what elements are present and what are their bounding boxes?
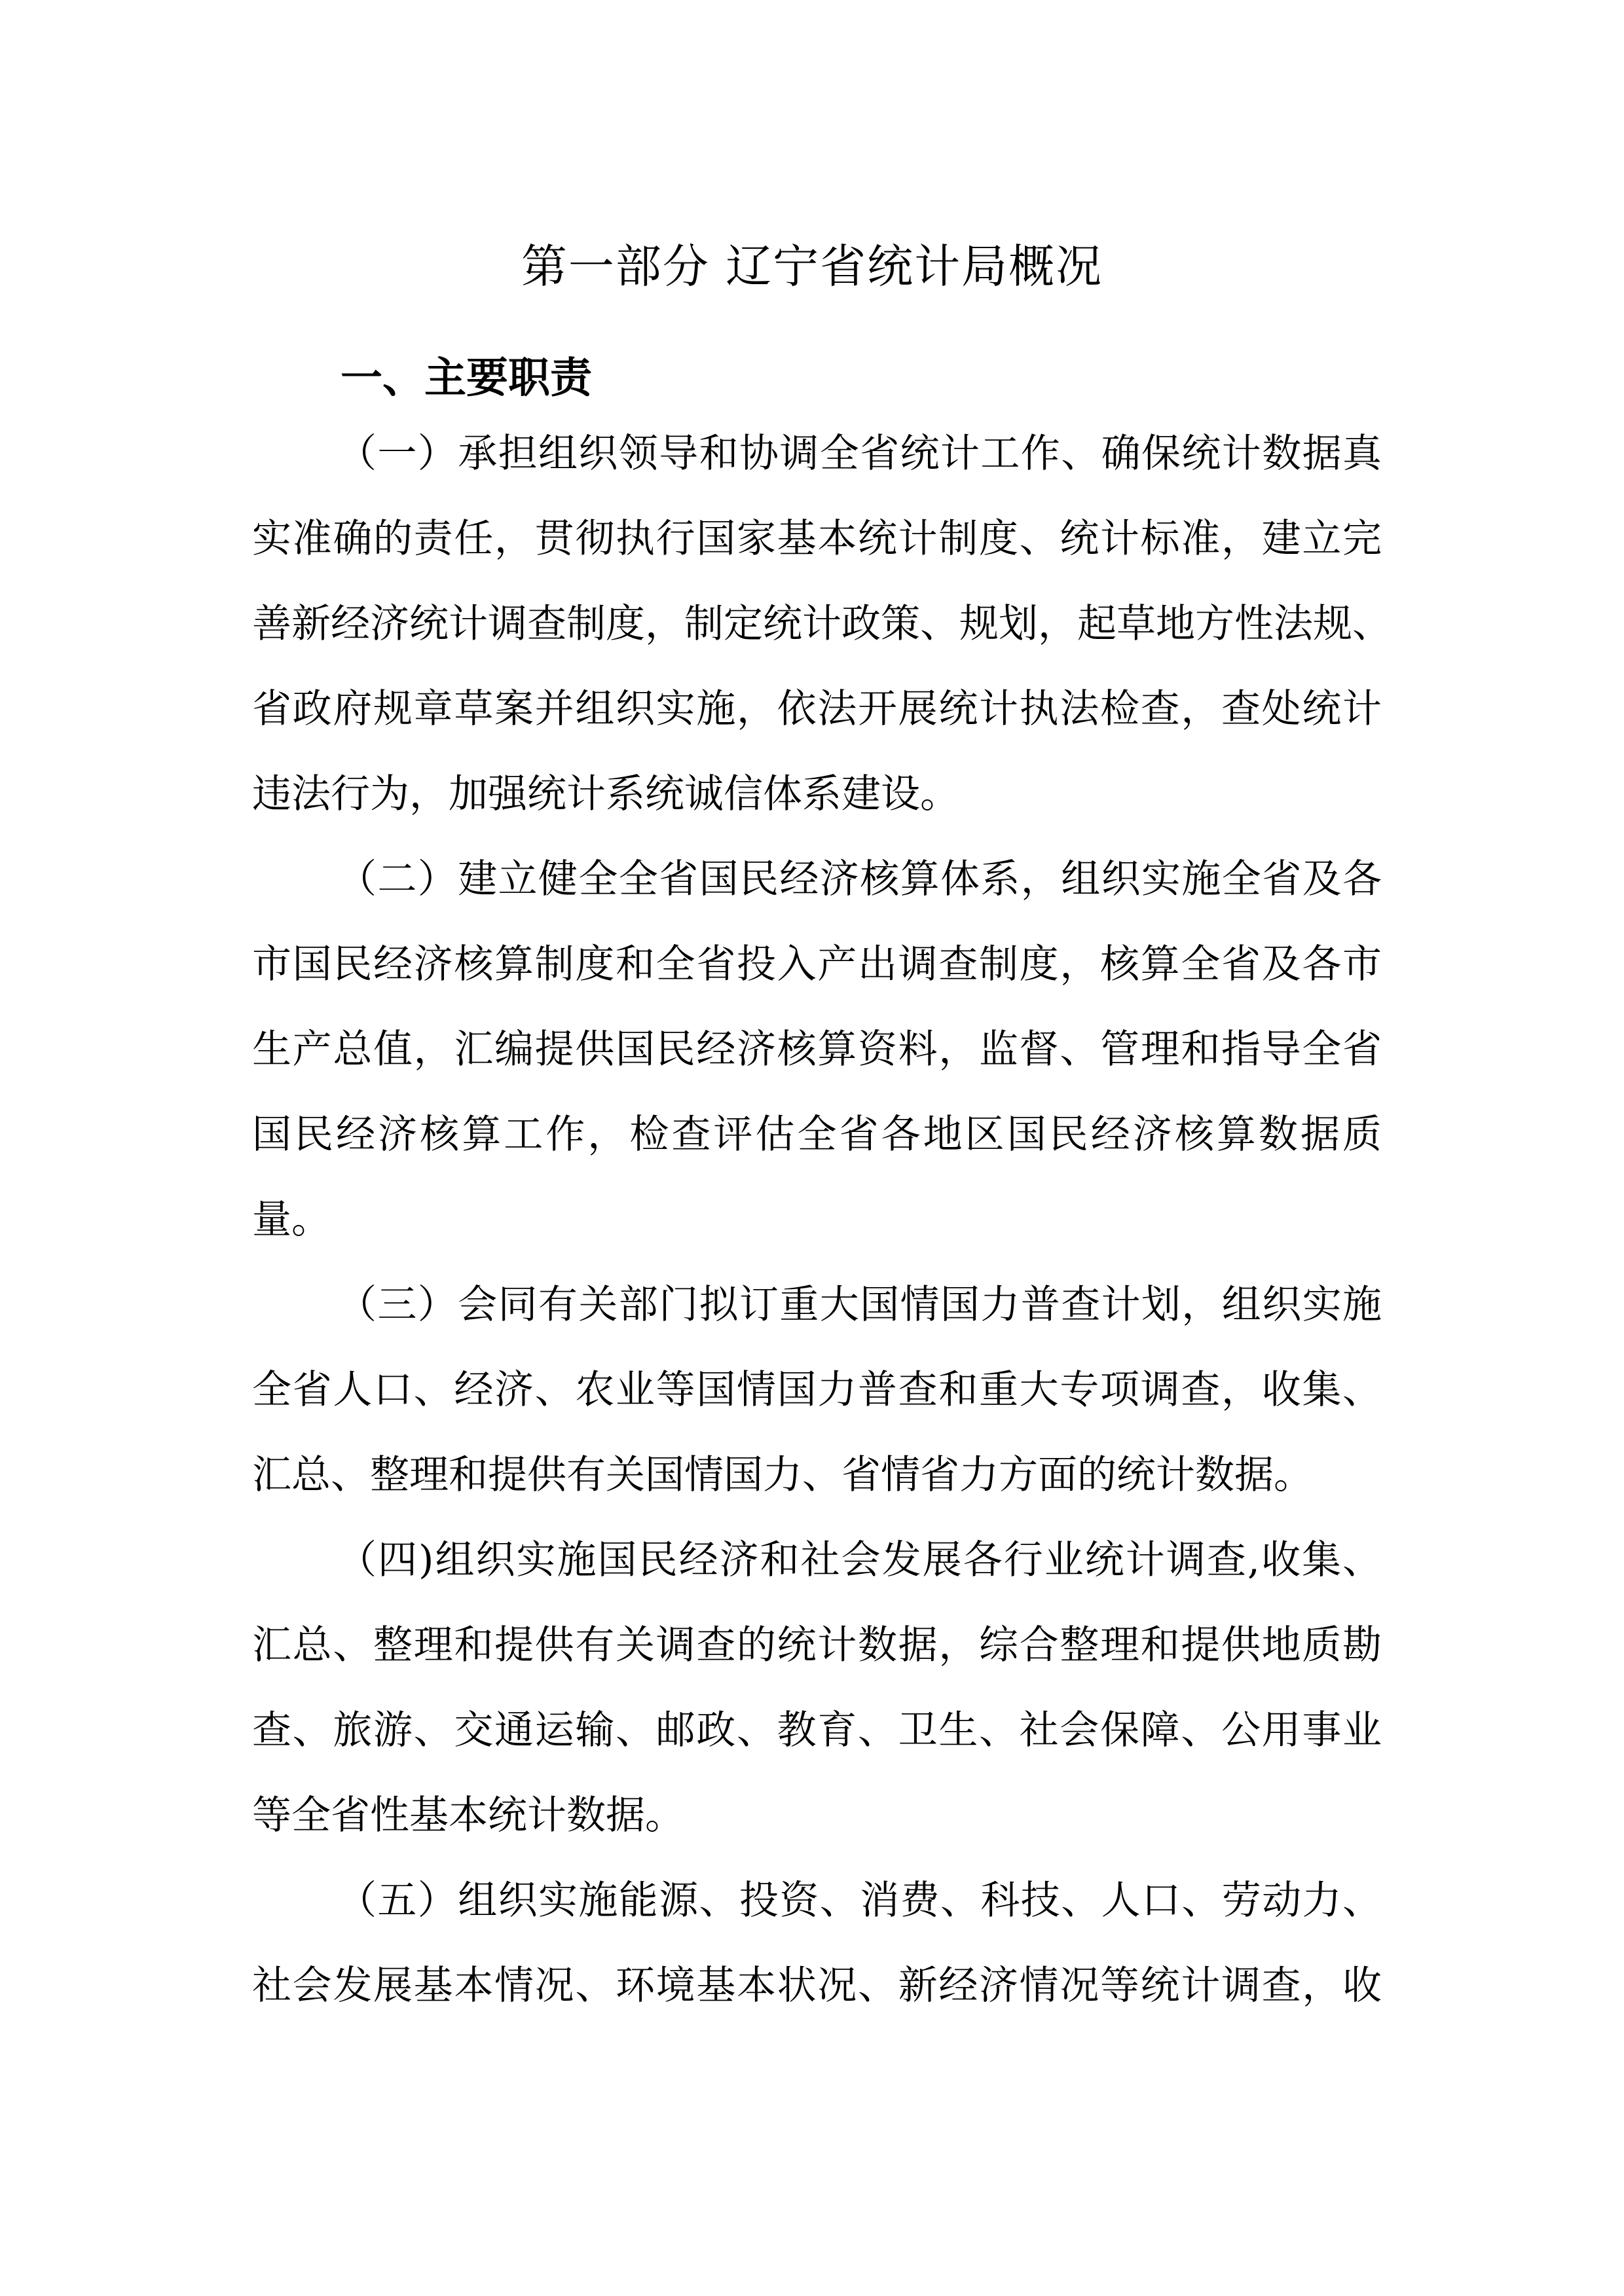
paragraph-line: （一）承担组织领导和协调全省统计工作、确保统计数据真 bbox=[337, 431, 1382, 477]
document-title: 第一部分 辽宁省统计局概况 bbox=[521, 240, 1103, 293]
paragraph-line: 社会发展基本情况、环境基本状况、新经济情况等统计调查，收 bbox=[252, 1963, 1382, 2009]
paragraph-line: （五）组织实施能源、投资、消费、科技、人口、劳动力、 bbox=[337, 1878, 1382, 1923]
paragraph-line: 汇总、整理和提供有关国情国力、省情省力方面的统计数据。 bbox=[252, 1452, 1313, 1498]
paragraph-line: 查、旅游、交通运输、邮政、教育、卫生、社会保障、公用事业 bbox=[252, 1707, 1382, 1753]
paragraph-line: 生产总值，汇编提供国民经济核算资料，监督、管理和指导全省 bbox=[252, 1027, 1382, 1072]
paragraph-line: 汇总、整理和提供有关调查的统计数据，综合整理和提供地质勘 bbox=[252, 1622, 1382, 1668]
paragraph-line: 善新经济统计调查制度，制定统计政策、规划，起草地方性法规、 bbox=[252, 601, 1392, 647]
paragraph-line: （三）会同有关部门拟订重大国情国力普查计划，组织实施 bbox=[337, 1282, 1382, 1328]
paragraph-line: 量。 bbox=[252, 1197, 331, 1243]
paragraph-line: （四)组织实施国民经济和社会发展各行业统计调查,收集、 bbox=[337, 1537, 1382, 1583]
paragraph-line: 市国民经济核算制度和全省投入产出调查制度，核算全省及各市 bbox=[252, 941, 1382, 987]
section-heading: 一、主要职责 bbox=[341, 354, 592, 403]
paragraph-line: 省政府规章草案并组织实施，依法开展统计执法检查，查处统计 bbox=[252, 686, 1382, 732]
paragraph-line: 实准确的责任，贯彻执行国家基本统计制度、统计标准，建立完 bbox=[252, 516, 1382, 562]
paragraph-line: （二）建立健全全省国民经济核算体系，组织实施全省及各 bbox=[337, 856, 1382, 902]
paragraph-line: 等全省性基本统计数据。 bbox=[252, 1793, 684, 1838]
paragraph-line: 违法行为，加强统计系统诚信体系建设。 bbox=[252, 771, 959, 817]
paragraph-line: 国民经济核算工作，检查评估全省各地区国民经济核算数据质 bbox=[252, 1112, 1382, 1157]
paragraph-line: 全省人口、经济、农业等国情国力普查和重大专项调查，收集、 bbox=[252, 1367, 1382, 1413]
